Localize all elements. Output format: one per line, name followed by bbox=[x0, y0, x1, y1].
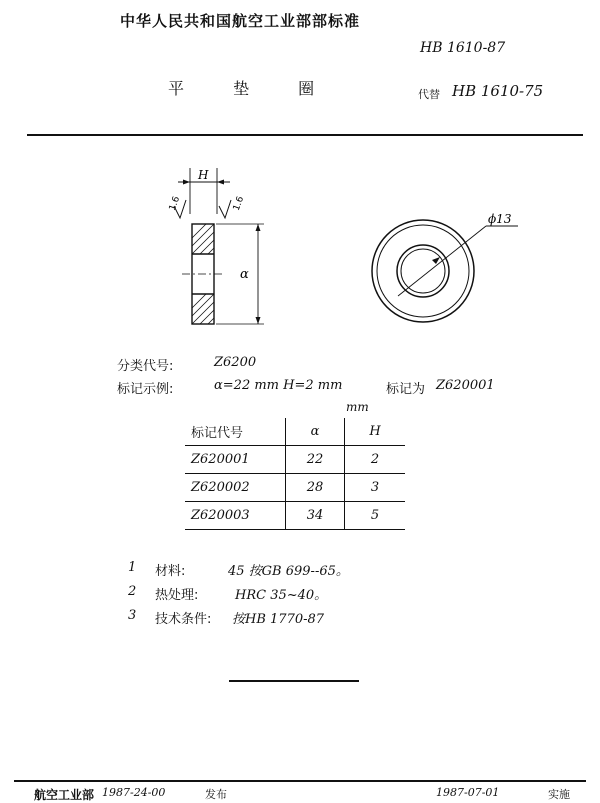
note-label: 热处理: bbox=[155, 588, 199, 603]
table-header-row bbox=[185, 418, 405, 446]
table-row bbox=[185, 474, 405, 502]
section-view bbox=[174, 168, 264, 324]
note-label: 技术条件: bbox=[155, 612, 212, 627]
note-number: 2 bbox=[128, 584, 137, 599]
note-number: 1 bbox=[128, 560, 137, 575]
cell-code: Z620002 bbox=[185, 474, 286, 502]
note-text: 按HB 1770-87 bbox=[232, 612, 325, 627]
roughness-left-label: 1.6 bbox=[167, 195, 183, 213]
note-label: 材料: bbox=[155, 564, 186, 579]
note-number: 3 bbox=[128, 608, 137, 623]
dim-h-label: H bbox=[198, 168, 209, 182]
cell-code: Z620003 bbox=[185, 502, 286, 530]
cell-a: 28 bbox=[286, 474, 345, 502]
cell-code: Z620001 bbox=[185, 446, 286, 474]
classification-code-label: 分类代号: bbox=[117, 359, 174, 374]
header-a: α bbox=[286, 418, 345, 446]
classification-code-value: Z6200 bbox=[214, 355, 257, 370]
replaces-value: HB 1610-75 bbox=[452, 82, 544, 100]
dim-diameter-label: ϕ13 bbox=[488, 212, 512, 226]
footer-effective-label: 实施 bbox=[548, 788, 570, 801]
end-rule bbox=[229, 680, 359, 682]
note-text: HRC 35~40。 bbox=[235, 588, 328, 603]
standard-number: HB 1610-87 bbox=[420, 40, 506, 56]
cell-a: 22 bbox=[286, 446, 345, 474]
marking-result-label: 标记为 bbox=[386, 382, 426, 397]
header-rule bbox=[27, 134, 583, 136]
footer-issued-label: 发布 bbox=[205, 788, 227, 801]
table-row bbox=[185, 446, 405, 474]
replaces-label: 代替 bbox=[418, 88, 440, 101]
cell-h: 2 bbox=[345, 446, 406, 474]
footer-effective-date: 1987-07-01 bbox=[436, 786, 500, 799]
header-h: H bbox=[345, 418, 406, 446]
roughness-right-label: 1.6 bbox=[231, 195, 247, 213]
footer-publisher: 航空工业部 bbox=[34, 788, 95, 802]
table-unit: mm bbox=[346, 400, 369, 414]
header-code: 标记代号 bbox=[185, 418, 286, 446]
spec-table bbox=[185, 418, 405, 530]
organization-title: 中华人民共和国航空工业部部标准 bbox=[120, 12, 361, 30]
cell-a: 34 bbox=[286, 502, 345, 530]
marking-example-value: α=22 mm H=2 mm bbox=[214, 378, 343, 393]
note-text: 45 按GB 699--65。 bbox=[228, 564, 349, 579]
marking-example-label: 标记示例: bbox=[117, 382, 174, 397]
washer-drawing bbox=[140, 160, 540, 350]
footer-rule bbox=[14, 780, 586, 782]
cell-h: 3 bbox=[345, 474, 406, 502]
document-title: 平 垫 圈 bbox=[168, 79, 337, 98]
footer-issued-date: 1987-24-00 bbox=[102, 786, 166, 799]
table-row bbox=[185, 502, 405, 530]
marking-result-value: Z620001 bbox=[436, 378, 495, 393]
front-view bbox=[372, 220, 518, 322]
cell-h: 5 bbox=[345, 502, 406, 530]
dim-a-label: α bbox=[240, 267, 249, 282]
